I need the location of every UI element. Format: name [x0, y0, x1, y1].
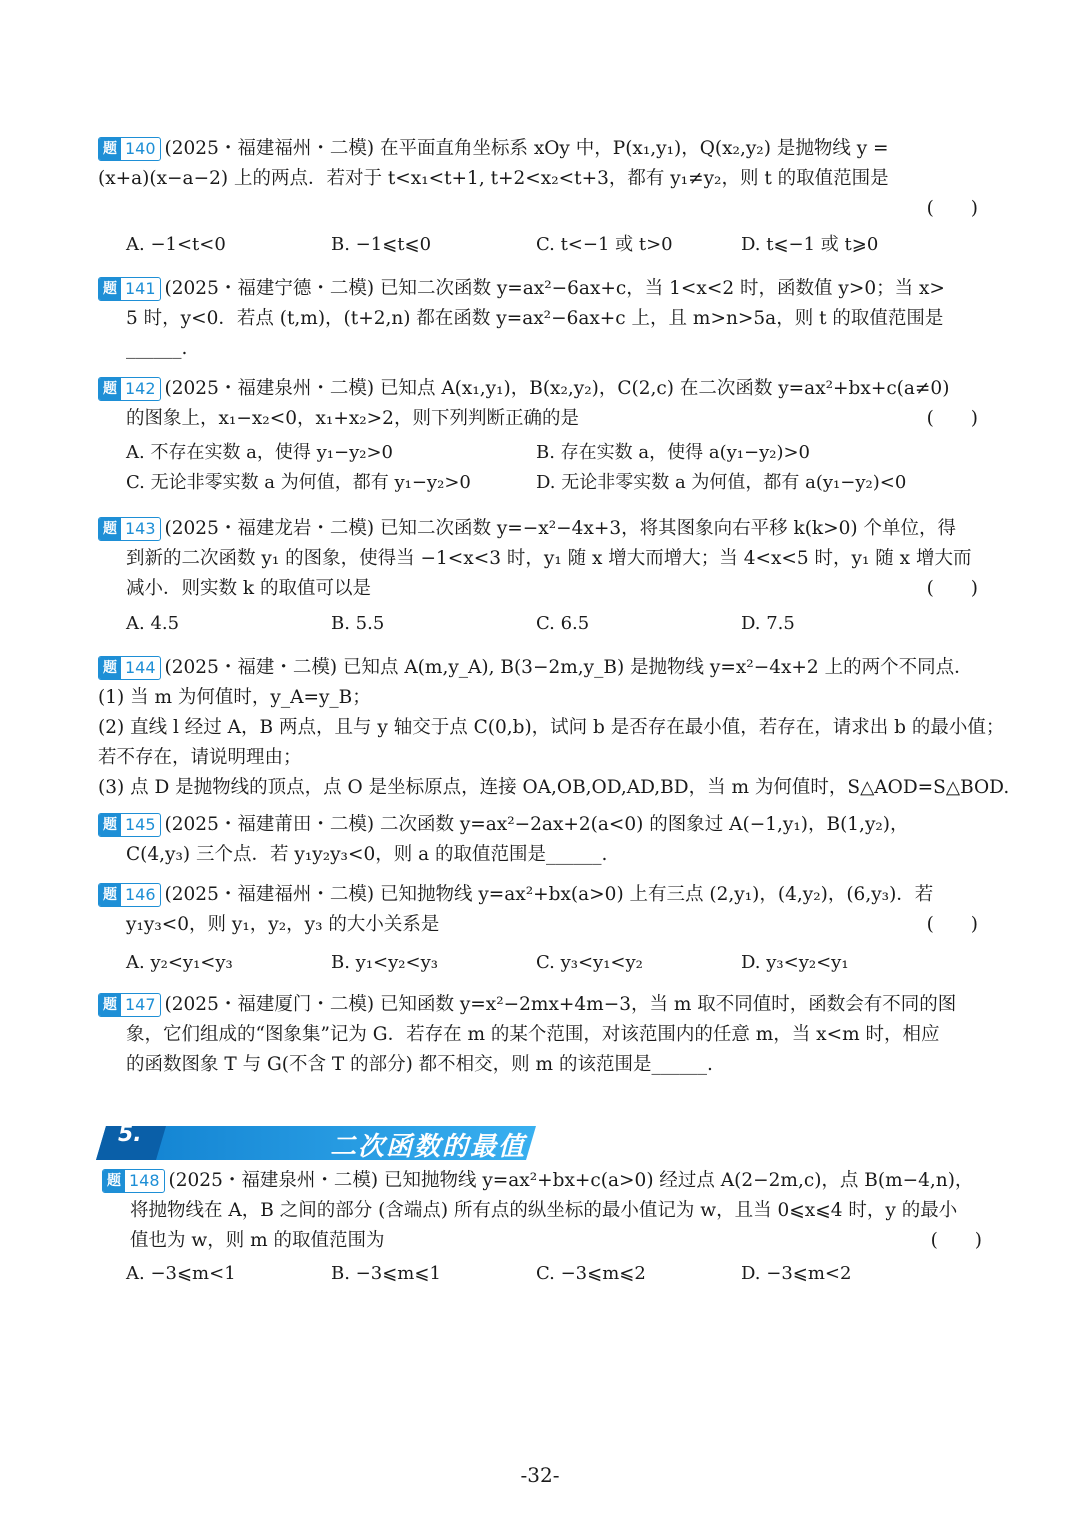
option-c[interactable]: C. 无论非零实数 a 为何值，都有 y₁−y₂>0 [126, 472, 471, 493]
problem-text-line: (2) 直线 l 经过 A，B 两点，且与 y 轴交于点 C(0,b)，试问 b 是否存在最小值，若存在，请求出 b 的最小值； [98, 717, 1005, 738]
problem-text-line: 值也为 w，则 m 的取值范围为 [130, 1230, 385, 1251]
option-c[interactable]: C. y₃<y₁<y₂ [536, 952, 643, 973]
problem-text-line: (2025・福建龙岩・二模) 已知二次函数 y=−x²−4x+3，将其图象向右平移 k(k>0) 个单位，得 [164, 518, 956, 539]
option-b[interactable]: B. 5.5 [331, 613, 385, 634]
option-d[interactable]: D. −3⩽m<2 [741, 1263, 852, 1284]
problem-text-line: (2025・福建福州・二模) 已知抛物线 y=ax²+bx(a>0) 上有三点 (2,y₁)，(4,y₂)，(6,y₃)．若 [164, 884, 934, 905]
option-a[interactable]: A. −3⩽m<1 [126, 1263, 236, 1284]
problem-text-line: 将抛物线在 A，B 之间的部分 (含端点) 所有点的纵坐标的最小值记为 w，且当 0⩽x⩽4 时，y 的最小 [130, 1200, 958, 1221]
option-d[interactable]: D. 无论非零实数 a 为何值，都有 a(y₁−y₂)<0 [536, 472, 907, 493]
problem-text-line: 5 时，y<0．若点 (t,m)，(t+2,n) 都在函数 y=ax²−6ax+c 上，且 m>n>5a，则 t 的取值范围是 [126, 308, 944, 329]
problem-number-tag: 题 148 [102, 1169, 165, 1193]
problem-text-line: (2025・福建莆田・二模) 二次函数 y=ax²−2ax+2(a<0) 的图象过 A(−1,y₁)，B(1,y₂)， [164, 814, 909, 835]
problem-text-line: C(4,y₃) 三个点．若 y₁y₂y₃<0，则 a 的取值范围是______. [126, 844, 608, 865]
option-a[interactable]: A. −1<t<0 [126, 234, 226, 255]
problem-text-line: (2025・福建泉州・二模) 已知点 A(x₁,y₁)，B(x₂,y₂)，C(2,c) 在二次函数 y=ax²+bx+c(a≠0) [164, 378, 950, 399]
options-140 [126, 230, 986, 260]
problem-text-line: (1) 当 m 为何值时，y_A=y_B； [98, 687, 371, 708]
option-c[interactable]: C. −3⩽m⩽2 [536, 1263, 646, 1284]
section-title: 二次函数的最值 [330, 1132, 527, 1162]
answer-blank: ______. [126, 338, 188, 359]
option-b[interactable]: B. −3⩽m⩽1 [331, 1263, 441, 1284]
problem-text-line: 的函数图象 T 与 G(不含 T 的部分) 都不相交，则 m 的该范围是______. [126, 1054, 713, 1075]
problem-143 [98, 514, 988, 604]
problem-144 [98, 653, 1010, 803]
problem-number-tag: 题 144 [98, 656, 161, 680]
problem-146 [98, 880, 988, 940]
problem-text-line: (2025・福建泉州・二模) 已知抛物线 y=ax²+bx+c(a>0) 经过点 A(2−2m,c)，点 B(m−4,n)， [168, 1170, 974, 1191]
problem-number-tag: 题 143 [98, 517, 161, 541]
answer-parentheses: ( ) [930, 1230, 982, 1251]
problem-text-line: y₁y₃<0，则 y₁，y₂，y₃ 的大小关系是 [126, 914, 440, 935]
problem-147 [98, 990, 988, 1080]
option-d[interactable]: D. 7.5 [741, 613, 795, 634]
problem-text-line: (2025・福建福州・二模) 在平面直角坐标系 xOy 中，P(x₁,y₁)，Q(x₂,y₂) 是抛物线 y = [164, 138, 889, 159]
answer-parentheses: ( ) [926, 408, 978, 429]
problem-text-line: 减小．则实数 k 的取值可以是 [126, 578, 371, 599]
problem-148 [102, 1166, 992, 1256]
problem-number-tag: 题 145 [98, 813, 161, 837]
problem-140 [98, 134, 988, 224]
problem-text-line: (2025・福建厦门・二模) 已知函数 y=x²−2mx+4m−3，当 m 取不同值时，函数会有不同的图 [164, 994, 957, 1015]
option-d[interactable]: D. y₃<y₂<y₁ [741, 952, 849, 973]
option-a[interactable]: A. 不存在实数 a，使得 y₁−y₂>0 [126, 442, 394, 463]
option-c[interactable]: C. 6.5 [536, 613, 590, 634]
problem-number-tag: 题 146 [98, 883, 161, 907]
option-a[interactable]: A. 4.5 [126, 613, 180, 634]
problem-text-line: 到新的二次函数 y₁ 的图象，使得当 −1<x<3 时，y₁ 随 x 增大而增大；当 4<x<5 时，y₁ 随 x 增大而 [126, 548, 972, 569]
problem-text-line: (2025・福建・二模) 已知点 A(m,y_A), B(3−2m,y_B) 是抛物线 y=x²−4x+2 上的两个不同点． [164, 657, 973, 678]
section-number: 5. [118, 1122, 142, 1147]
options-148 [126, 1259, 986, 1289]
problem-number-tag: 题 141 [98, 277, 161, 301]
problem-142 [98, 374, 988, 434]
problem-text-line: (3) 点 D 是抛物线的顶点，点 O 是坐标原点，连接 OA,OB,OD,AD,BD，当 m 为何值时，S△AOD=S△BOD. [98, 777, 1010, 798]
option-b[interactable]: B. y₁<y₂<y₃ [331, 952, 438, 973]
option-d[interactable]: D. t⩽−1 或 t⩾0 [741, 234, 879, 255]
option-b[interactable]: B. −1⩽t⩽0 [331, 234, 432, 255]
page-number: -32- [520, 1463, 560, 1487]
problem-text-line: (x+a)(x−a−2) 上的两点．若对于 t<x₁<t+1, t+2<x₂<t+3，都有 y₁≠y₂，则 t 的取值范围是 [98, 168, 889, 189]
problem-number-tag: 题 140 [98, 137, 161, 161]
problem-145 [98, 810, 988, 870]
options-143 [126, 609, 986, 639]
options-142 [126, 438, 986, 498]
problem-text-line: 象，它们组成的“图象集”记为 G．若存在 m 的某个范围，对该范围内的任意 m，当 x<m 时，相应 [126, 1024, 940, 1045]
answer-parentheses: ( ) [926, 578, 978, 599]
problem-141 [98, 274, 988, 364]
problem-number-tag: 题 147 [98, 993, 161, 1017]
option-a[interactable]: A. y₂<y₁<y₃ [126, 952, 233, 973]
option-b[interactable]: B. 存在实数 a，使得 a(y₁−y₂)>0 [536, 442, 811, 463]
options-146 [126, 948, 986, 978]
problem-text-line: (2025・福建宁德・二模) 已知二次函数 y=ax²−6ax+c，当 1<x<2 时，函数值 y>0；当 x> [164, 278, 945, 299]
answer-parentheses: ( ) [926, 914, 978, 935]
problem-text-line: 的图象上，x₁−x₂<0，x₁+x₂>2，则下列判断正确的是 [126, 408, 579, 429]
problem-text-line: 若不存在，请说明理由； [98, 747, 302, 768]
problem-number-tag: 题 142 [98, 377, 161, 401]
answer-parentheses: ( ) [926, 198, 978, 219]
option-c[interactable]: C. t<−1 或 t>0 [536, 234, 673, 255]
